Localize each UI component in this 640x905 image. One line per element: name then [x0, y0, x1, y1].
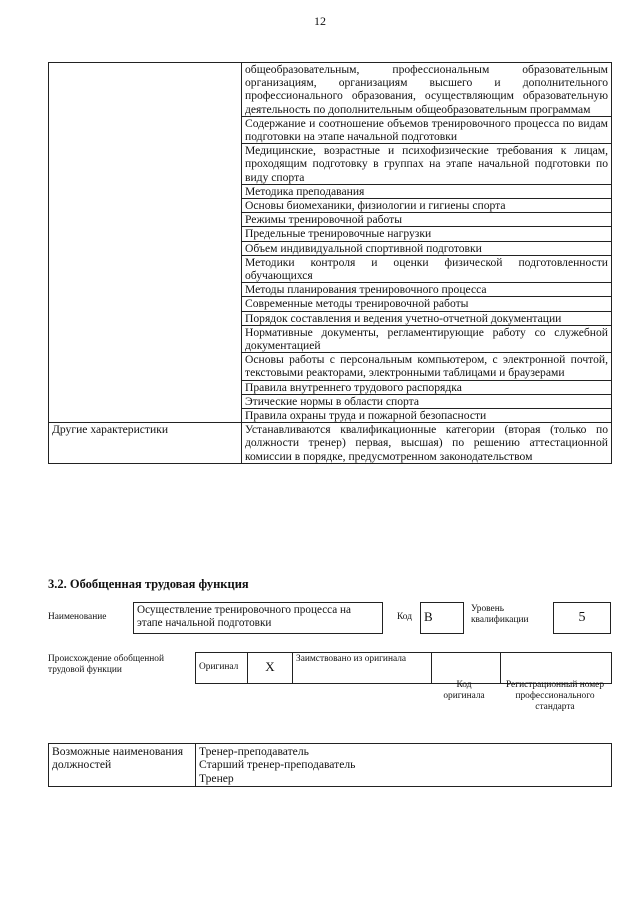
knowledge-item-text: Современные методы тренировочной работы	[245, 297, 469, 311]
original-label-cell: Оригинал	[195, 652, 248, 684]
knowledge-table	[48, 62, 612, 464]
knowledge-item-text: Методы планирования тренировочного процесса	[245, 283, 487, 297]
knowledge-item-text: Этические нормы в области спорта	[245, 394, 420, 408]
table-row	[49, 744, 612, 787]
knowledge-item	[242, 353, 612, 380]
page-number: 12	[314, 14, 326, 28]
knowledge-item	[242, 325, 612, 352]
knowledge-item	[242, 144, 612, 185]
positions-list	[196, 744, 612, 787]
knowledge-item	[242, 255, 612, 282]
knowledge-item-text: Методика преподавания	[245, 184, 365, 198]
position-item: Тренер	[199, 771, 234, 785]
qualification-level-box: 5	[553, 602, 611, 634]
knowledge-item	[242, 199, 612, 213]
other-characteristics-text: Устанавливаются квалификационные категории (вторая (только по должности тренер) первая, высшая) по решению аттестационной комиссии в порядке, предусмотренном законодательством	[245, 423, 608, 463]
knowledge-item-text: Объем индивидуальной спортивной подготовки	[245, 241, 482, 255]
knowledge-item-text: Основы биомеханики, физиологии и гигиены спорта	[245, 199, 506, 213]
code-box: В	[420, 602, 464, 634]
origin-label: Происхождение обобщенной трудовой функции	[48, 654, 164, 675]
knowledge-item-text: общеобразовательным, профессиональным образовательным организациям, организациям высшего и дополнительного профессионального образования, осуществляющим образовательную деятельность по дополнительным общеобразовательным программам	[245, 63, 608, 116]
borrowed-label-cell: Заимствовано из оригинала	[292, 652, 432, 684]
function-name-box: Осуществление тренировочного процесса на этапе начальной подготовки	[133, 602, 383, 634]
other-characteristics-cell	[242, 423, 612, 464]
original-mark-cell: X	[247, 652, 293, 684]
knowledge-item	[242, 184, 612, 198]
knowledge-item-text: Нормативные документы, регламентирующие работу со служебной документацией	[245, 325, 608, 353]
knowledge-item	[242, 394, 612, 408]
knowledge-item	[242, 63, 612, 117]
knowledge-item-text: Основы работы с персональным компьютером, с электронной почтой, текстовыми реакторами, электронными таблицами и браузерами	[245, 353, 608, 380]
knowledge-item	[242, 213, 612, 227]
code-label: Код	[397, 612, 412, 622]
knowledge-item	[242, 409, 612, 423]
knowledge-item	[242, 297, 612, 311]
knowledge-item-text: Содержание и соотношение объемов тренировочного процесса по видам подготовки на этапе начальной подготовки	[245, 116, 608, 144]
knowledge-item	[242, 116, 612, 143]
knowledge-item	[242, 227, 612, 241]
table-row	[49, 63, 612, 117]
knowledge-item-text: Методики контроля и оценки физической подготовленности обучающихся	[245, 255, 608, 283]
function-name-label: Наименование	[48, 612, 107, 622]
knowledge-item-text: Порядок составления и ведения учетно-отчетной документации	[245, 311, 562, 325]
knowledge-item-text: Предельные тренировочные нагрузки	[245, 227, 432, 241]
knowledge-item-text: Медицинские, возрастные и психофизические требования к лицам, проходящим подготовку в группах на этапе начальной подготовки по виду спорта	[245, 144, 608, 184]
reg-number-caption: Регистрационный номер профессионального стандарта	[505, 680, 605, 712]
knowledge-item	[242, 380, 612, 394]
position-item: Старший тренер-преподаватель	[199, 758, 356, 772]
knowledge-item	[242, 311, 612, 325]
knowledge-item-text: Правила охраны труда и пожарной безопасности	[245, 409, 487, 423]
code-original-caption: Код оригинала	[443, 680, 485, 701]
knowledge-item	[242, 241, 612, 255]
positions-table	[48, 743, 612, 787]
knowledge-item-text: Режимы тренировочной работы	[245, 213, 403, 227]
knowledge-item	[242, 283, 612, 297]
other-characteristics-label: Другие характеристики	[49, 423, 242, 464]
positions-label: Возможные наименования должностей	[49, 744, 196, 787]
position-item: Тренер-преподаватель	[199, 745, 309, 758]
section-heading: 3.2. Обобщенная трудовая функция	[48, 577, 249, 591]
table-row	[49, 423, 612, 464]
knowledge-item-text: Правила внутреннего трудового распорядка	[245, 380, 462, 394]
knowledge-label-cell	[49, 63, 242, 423]
qualification-level-label: Уровень квалификации	[471, 604, 529, 625]
